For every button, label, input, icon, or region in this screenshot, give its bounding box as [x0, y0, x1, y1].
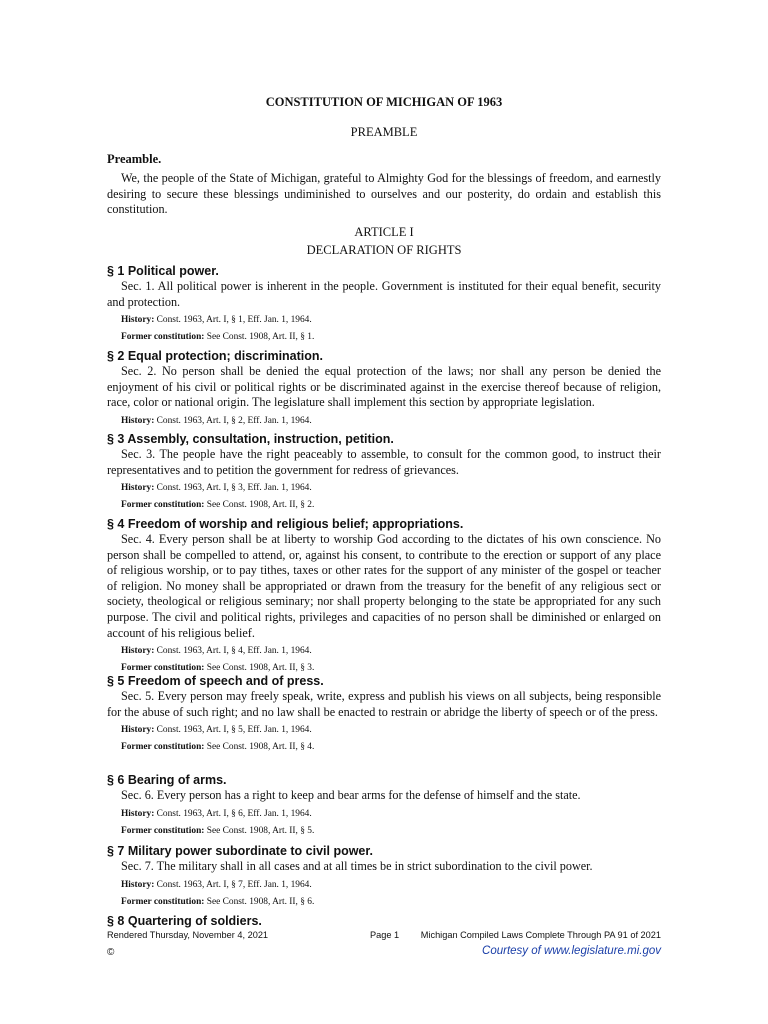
- section-7: [107, 844, 661, 909]
- section-text: Sec. 2. No person shall be denied the equal protection of the laws; nor shall any person be denied the enjoyment of his civil or political rights or be discriminated against in the exercise thereof because of religion, race, color or national origin. The legislature shall implement this section by appropriate legislation.: [107, 364, 661, 410]
- section-text: Sec. 5. Every person may freely speak, write, express and publish his views on all subjects, being responsible for the abuse of such right; and no law shall be enacted to restrain or abridge the liberty of speech or of the press.: [107, 689, 661, 719]
- former-label: Former constitution:: [121, 742, 205, 753]
- article-heading: [107, 223, 661, 259]
- history-label: History:: [121, 646, 155, 657]
- section-text: Sec. 7. The military shall in all cases and at all times be in strict subordination to the civil power.: [121, 859, 593, 873]
- history-note: [121, 414, 661, 428]
- former-label: Former constitution:: [121, 896, 205, 907]
- section-heading: § 3 Assembly, consultation, instruction, petition.: [107, 432, 394, 446]
- copyright-symbol: ©: [107, 947, 115, 958]
- former-text: See Const. 1908, Art. II, § 5.: [206, 825, 315, 836]
- section-5: [107, 674, 661, 754]
- section-heading: § 4 Freedom of worship and religious belief; appropriations.: [107, 517, 464, 531]
- section-heading: § 2 Equal protection; discrimination.: [107, 349, 324, 363]
- former-constitution-note: [121, 740, 661, 754]
- history-note: [121, 878, 661, 892]
- section-6: [107, 773, 661, 838]
- history-text: Const. 1963, Art. I, § 2, Eff. Jan. 1, 1964.: [156, 415, 312, 426]
- preamble-label: Preamble.: [107, 152, 162, 166]
- former-text: See Const. 1908, Art. II, § 2.: [206, 500, 315, 511]
- section-1: [107, 264, 661, 344]
- former-constitution-note: [121, 498, 661, 512]
- history-text: Const. 1963, Art. I, § 3, Eff. Jan. 1, 1964.: [156, 483, 312, 494]
- history-text: Const. 1963, Art. I, § 5, Eff. Jan. 1, 1964.: [156, 725, 312, 736]
- former-label: Former constitution:: [121, 500, 205, 511]
- document-title: CONSTITUTION OF MICHIGAN OF 1963: [265, 95, 503, 109]
- history-label: History:: [121, 879, 155, 890]
- section-text: Sec. 6. Every person has a right to keep and bear arms for the defense of himself and the state.: [121, 788, 581, 802]
- section-text: Sec. 3. The people have the right peaceably to assemble, to consult for the common good, to instruct their representatives and to petition the government for redress of grievances.: [107, 447, 661, 477]
- page-number: Page 1: [370, 930, 400, 940]
- history-text: Const. 1963, Art. I, § 1, Eff. Jan. 1, 1964.: [156, 315, 312, 326]
- section-heading: § 1 Political power.: [107, 264, 219, 278]
- article-number: ARTICLE I: [354, 225, 414, 239]
- former-label: Former constitution:: [121, 332, 205, 343]
- section-text: Sec. 4. Every person shall be at liberty to worship God according to the dictates of his own conscience. No person shall be compelled to attend, or, against his consent, to contribute to the erection or support of any place of religious worship, or to pay tithes, taxes or other rates for the support of any minister of the gospel or teacher of religion. No money shall be appropriated or drawn from the treasury for the benefit of any religious sect or society, theological or religious seminary; nor shall property belonging to the state be appropriated for any such purpose. The civil and political rights, privileges and capacities of no person shall be diminished or enlarged on account of his religious belief.: [107, 532, 661, 640]
- history-label: History:: [121, 808, 155, 819]
- history-text: Const. 1963, Art. I, § 7, Eff. Jan. 1, 1964.: [156, 879, 312, 890]
- history-text: Const. 1963, Art. I, § 4, Eff. Jan. 1, 1964.: [156, 646, 312, 657]
- former-label: Former constitution:: [121, 825, 205, 836]
- section-4: [107, 517, 661, 675]
- section-text: Sec. 1. All political power is inherent in the people. Government is instituted for their equal benefit, security and protection.: [107, 279, 661, 309]
- courtesy-link[interactable]: Courtesy of www.legislature.mi.gov: [482, 945, 661, 957]
- former-constitution-note: [121, 330, 661, 344]
- history-label: History:: [121, 315, 155, 326]
- history-label: History:: [121, 725, 155, 736]
- preamble-text: We, the people of the State of Michigan, grateful to Almighty God for the blessings of freedom, and earnestly desiring to secure these blessings undiminished to ourselves and our posterity, do ordain and establish this constitution.: [107, 171, 661, 217]
- former-text: See Const. 1908, Art. II, § 3.: [206, 663, 315, 674]
- section-heading: § 8 Quartering of soldiers.: [107, 914, 262, 928]
- former-text: See Const. 1908, Art. II, § 1.: [206, 332, 315, 343]
- preamble-heading: PREAMBLE: [350, 125, 418, 139]
- former-constitution-note: [121, 824, 661, 838]
- history-note: [121, 481, 661, 495]
- history-note: [121, 723, 661, 737]
- former-text: See Const. 1908, Art. II, § 4.: [206, 742, 315, 753]
- rendered-date: Rendered Thursday, November 4, 2021: [107, 930, 269, 940]
- history-note: [121, 313, 661, 327]
- section-8: [107, 914, 661, 929]
- former-text: See Const. 1908, Art. II, § 6.: [206, 896, 315, 907]
- section-heading: § 5 Freedom of speech and of press.: [107, 674, 324, 688]
- history-note: [121, 644, 661, 658]
- former-constitution-note: [121, 895, 661, 909]
- history-label: History:: [121, 415, 155, 426]
- former-label: Former constitution:: [121, 663, 205, 674]
- history-note: [121, 807, 661, 821]
- history-label: History:: [121, 483, 155, 494]
- section-heading: § 6 Bearing of arms.: [107, 773, 227, 787]
- section-2: [107, 349, 661, 428]
- article-title: DECLARATION OF RIGHTS: [306, 243, 462, 257]
- section-3: [107, 432, 661, 512]
- history-text: Const. 1963, Art. I, § 6, Eff. Jan. 1, 1964.: [156, 808, 312, 819]
- preamble-section: [107, 152, 661, 218]
- section-heading: § 7 Military power subordinate to civil power.: [107, 844, 374, 858]
- compiled-through: Michigan Compiled Laws Complete Through PA 91 of 2021: [420, 930, 661, 940]
